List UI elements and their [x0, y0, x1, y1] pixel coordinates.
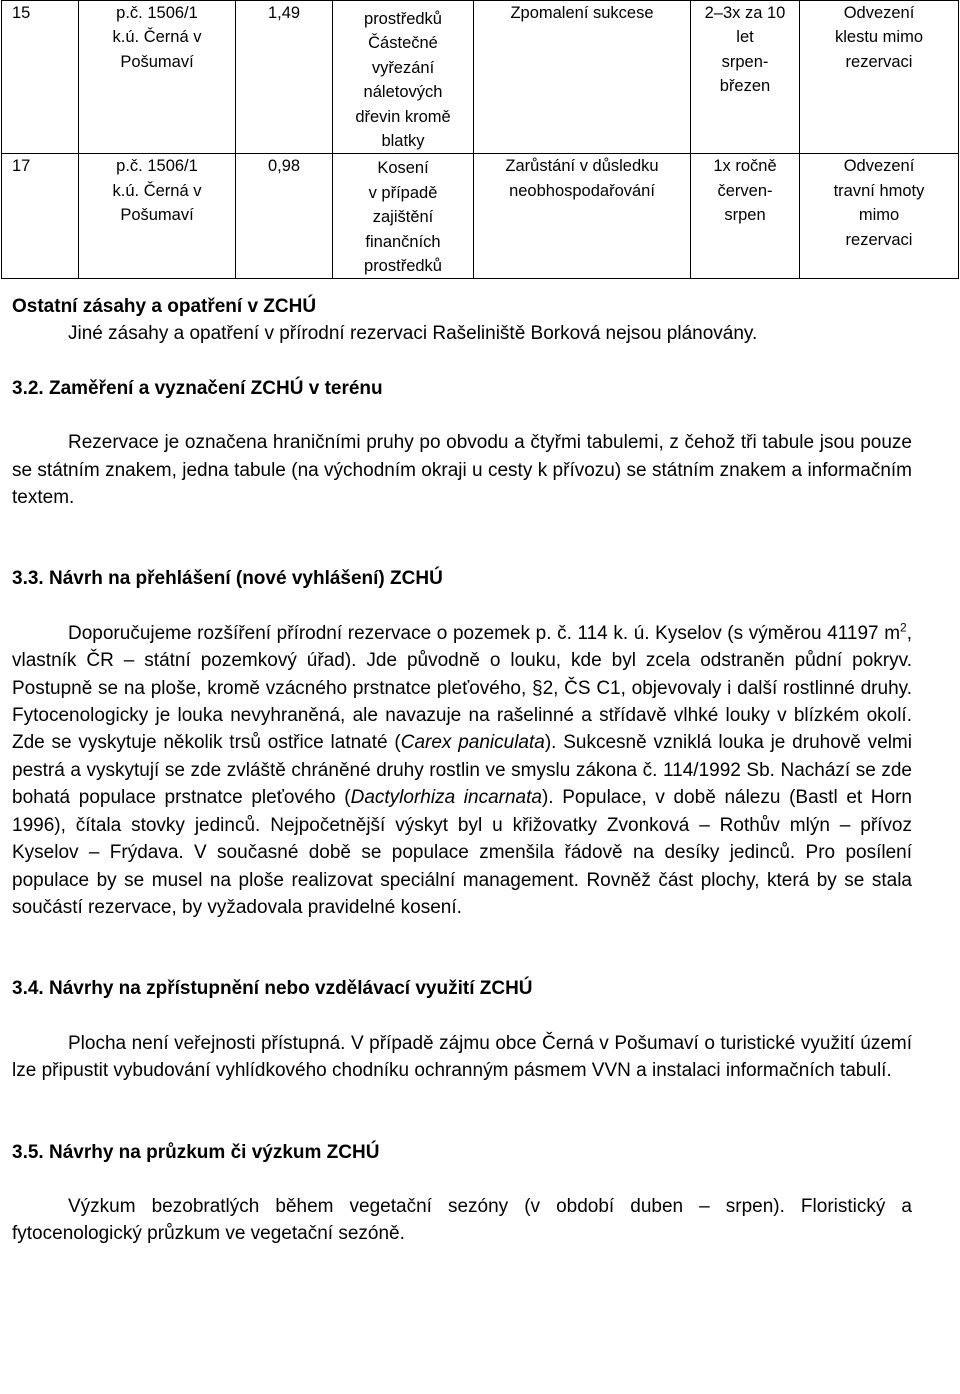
management-table [1, 0, 959, 279]
document-body [12, 293, 912, 1248]
reason-cell: Zarůstání v důsledku neobhospodařování [474, 154, 691, 279]
section-3-2-heading: 3.2. Zaměření a vyznačení ZCHÚ v terénu [12, 377, 383, 399]
other-interventions-heading: Ostatní zásahy a opatření v ZCHÚ [12, 296, 317, 317]
row-number: 17 [2, 154, 79, 279]
area-cell: 0,98 [236, 154, 333, 279]
frequency-cell: 2–3x za 10 let srpen- březen [691, 1, 800, 154]
section-3-5-text: Výzkum bezobratlých během vegetační sezóny (v období duben – srpen). Floristický a fytocenologický průzkum ve vegetační sezóně. [12, 1195, 912, 1245]
section-3-2-text: Rezervace je označena hraničními pruhy po obvodu a čtyřmi tabulemi, z čehož tři tabule jsou pouze se státním znakem, jedna tabule (na východním okraji u cesty k přívozu) se státním znakem a informačním textem. [12, 432, 912, 509]
section-3-3-heading: 3.3. Návrh na přehlášení (nové vyhlášení) ZCHÚ [12, 568, 443, 590]
action-cell: prostředků Částečné vyřezání náletových dřevin kromě blatky [333, 1, 474, 154]
reason-cell: Zpomalení sukcese [474, 1, 691, 154]
note-cell: Odvezení klestu mimo rezervaci [800, 1, 959, 154]
action-cell: Kosení v případě zajištění finančních prostředků [333, 154, 474, 279]
area-cell: 1,49 [236, 1, 333, 154]
parcel-cell: p.č. 1506/1 k.ú. Černá v Pošumaví [79, 154, 236, 279]
section-3-4-heading: 3.4. Návrhy na zpřístupnění nebo vzdělávací využití ZCHÚ [12, 978, 533, 1000]
section-3-4-text: Plocha není veřejnosti přístupná. V případě zájmu obce Černá v Pošumaví o turistické využití území lze připustit vybudování vyhlídkového chodníku ochranným pásmem VVN a instalaci informačních tabulí. [12, 1032, 912, 1082]
row-number: 15 [2, 1, 79, 154]
table-row [2, 1, 959, 154]
top-fragment: prostředků [364, 10, 442, 28]
parcel-cell: p.č. 1506/1 k.ú. Černá v Pošumaví [79, 1, 236, 154]
table-row [2, 154, 959, 279]
section-3-3-text: Doporučujeme rozšíření přírodní rezervace o pozemek p. č. 114 k. ú. Kyselov (s výměrou 41197 $m^2$, vlastník ČR – státní pozemkový úřad). Jde původně o louku, kde byl zcela odstraněn půdní pokryv. Postupně se na ploše, kromě vzácného prstnatce pleťového, §2, ČS C1, objevovaly i další rostlinné druhy. Fytocenologicky je louka nevyhraněná, ale navazuje na rašelinné a střídavě vlhké louky v blízkém okolí. Zde se vyskytuje několik trsů ostřice latnaté (Carex paniculata). Sukcesně vzniklá louka je druhově velmi pestrá a vyskytují se zde zvláště chráněné druhy rostlin ve smyslu zákona č. 114/1992 Sb. Nachází se zde bohatá populace prstnatce pleťového (Dactylorhiza incarnata). Populace, v době nálezu (Bastl et Horn 1996), čítala stovky jedinců. Nejpočetnější výskyt byl u křižovatky Zvonková – Rothův mlýn – přívoz Kyselov – Frýdava. V současné době se populace zmenšila řádově na desíky jedinců. Pro posílení populace by se musel na ploše realizovat speciální management. Rovněž část plochy, která by se stala součástí rezervace, by vyžadovala pravidelné kosení. [12, 620, 913, 918]
section-3-5-heading: 3.5. Návrhy na průzkum či výzkum ZCHÚ [12, 1141, 380, 1163]
other-interventions-text: Jiné zásahy a opatření v přírodní rezervaci Rašeliniště Borková nejsou plánovány. [68, 323, 758, 345]
management-table-wrapper [0, 0, 960, 279]
frequency-cell: 1x ročně červen- srpen [691, 154, 800, 279]
note-cell: Odvezení travní hmoty mimo rezervaci [800, 154, 959, 279]
